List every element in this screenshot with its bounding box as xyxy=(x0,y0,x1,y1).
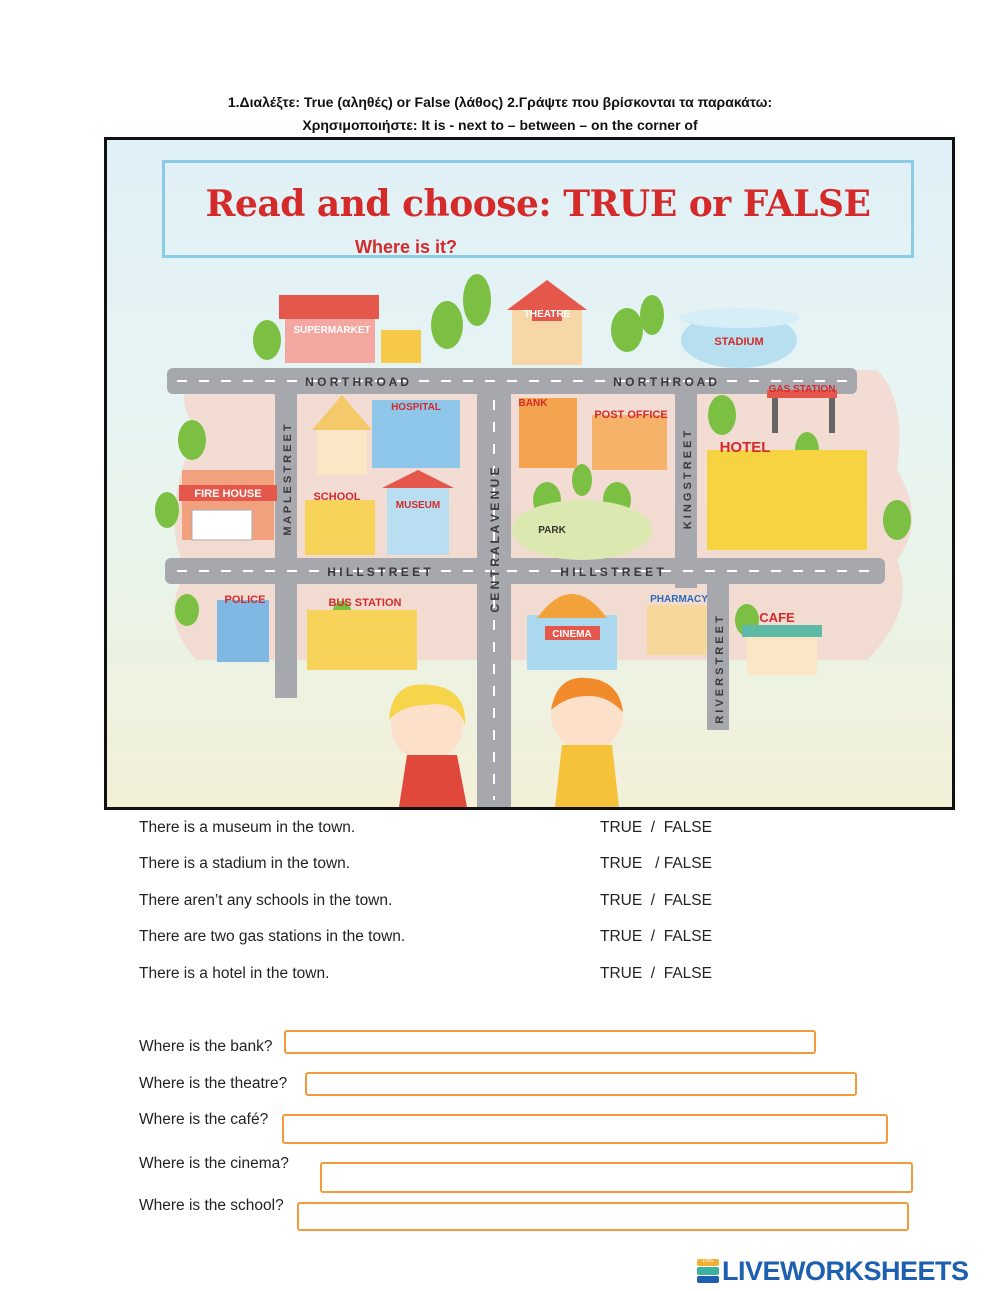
true-false-choice-2[interactable]: TRUE / FALSE xyxy=(600,855,712,872)
street-label-maple-street: M A P L E S T R E E T xyxy=(282,424,294,536)
map-subtitle: Where is it? xyxy=(355,237,458,257)
museum-building xyxy=(387,485,449,555)
statement-2: There is a stadium in the town. xyxy=(139,855,351,872)
logo-icon-letters: LIVE xyxy=(697,1259,719,1266)
liveworksheets-logo[interactable] xyxy=(697,1256,969,1286)
town-map xyxy=(104,137,955,810)
street-label-hill-street-left: H I L L S T R E E T xyxy=(327,565,431,579)
question-bank: Where is the bank? xyxy=(139,1038,273,1055)
bus-station-building xyxy=(307,610,417,670)
true-false-choice-3[interactable]: TRUE / FALSE xyxy=(600,892,712,909)
label-school: SCHOOL xyxy=(313,491,361,503)
question-theatre: Where is the theatre? xyxy=(139,1075,288,1092)
answer-field-school[interactable] xyxy=(297,1202,909,1231)
street-label-central-avenue: C E N T R A L A V E N U E xyxy=(488,467,502,613)
label-gas-station: GAS STATION xyxy=(768,384,836,395)
label-cafe: CAFE xyxy=(759,610,795,625)
post-office-building xyxy=(592,415,667,470)
cinema-building xyxy=(527,615,617,670)
street-label-north-road-left: N O R T H R O A D xyxy=(305,375,409,389)
label-supermarket: SUPERMARKET xyxy=(293,325,371,336)
question-cafe: Where is the café? xyxy=(139,1111,269,1128)
label-bus-station: BUS STATION xyxy=(328,597,402,609)
street-label-river-street: R I V E R S T R E E T xyxy=(714,616,726,724)
statement-1: There is a museum in the town. xyxy=(139,819,356,836)
answer-field-cinema[interactable] xyxy=(320,1162,913,1193)
label-museum: MUSEUM xyxy=(395,500,441,511)
true-false-choice-1[interactable]: TRUE / FALSE xyxy=(600,819,712,836)
street-label-king-street: K I N G S T R E E T xyxy=(682,430,694,530)
label-theatre: THEATRE xyxy=(523,309,571,320)
park-area xyxy=(512,500,652,560)
girl-illustration xyxy=(389,684,467,807)
answer-field-theatre[interactable] xyxy=(305,1072,857,1096)
label-park: PARK xyxy=(538,525,566,536)
map-title: Read and choose: TRUE or FALSE xyxy=(205,183,871,225)
street-label-north-road-right: N O R T H R O A D xyxy=(613,375,717,389)
instruction-line-2: Χρησιμοποιήστε: It is - next to – between – on the corner of xyxy=(302,117,698,133)
hotel-building xyxy=(707,450,867,550)
pharmacy-building xyxy=(647,605,707,655)
statement-3: There aren’t any schools in the town. xyxy=(139,892,393,909)
label-fire-house: FIRE HOUSE xyxy=(194,488,262,500)
police-building xyxy=(217,600,269,662)
label-hotel: HOTEL xyxy=(719,439,771,456)
boy-illustration xyxy=(551,678,623,807)
answer-field-bank[interactable] xyxy=(284,1030,816,1054)
question-school: Where is the school? xyxy=(139,1197,284,1214)
liveworksheets-logo-icon xyxy=(697,1259,719,1283)
label-hospital: HOSPITAL xyxy=(391,402,441,413)
supermarket-building xyxy=(285,315,375,363)
label-stadium: STADIUM xyxy=(714,336,764,348)
statement-5: There is a hotel in the town. xyxy=(139,965,330,982)
instruction-line-1: 1.Διαλέξτε: True (αληθές) or False (λάθος) 2.Γράψτε που βρίσκονται τα παρακάτω: xyxy=(227,94,773,110)
statement-4: There are two gas stations in the town. xyxy=(139,928,406,945)
question-cinema: Where is the cinema? xyxy=(139,1155,289,1172)
answer-field-cafe[interactable] xyxy=(282,1114,888,1144)
label-post-office: POST OFFICE xyxy=(594,409,668,421)
label-cinema: CINEMA xyxy=(552,629,592,640)
street-label-hill-street-right: H I L L S T R E E T xyxy=(560,565,664,579)
school-building xyxy=(305,500,375,555)
map-title-box xyxy=(162,160,914,258)
true-false-choice-4[interactable]: TRUE / FALSE xyxy=(600,928,712,945)
label-bank: BANK xyxy=(518,398,548,409)
label-police: POLICE xyxy=(224,594,266,606)
label-pharmacy: PHARMACY xyxy=(650,594,708,605)
logo-text: LIVEWORKSHEETS xyxy=(722,1255,969,1286)
true-false-choice-5[interactable]: TRUE / FALSE xyxy=(600,965,712,982)
